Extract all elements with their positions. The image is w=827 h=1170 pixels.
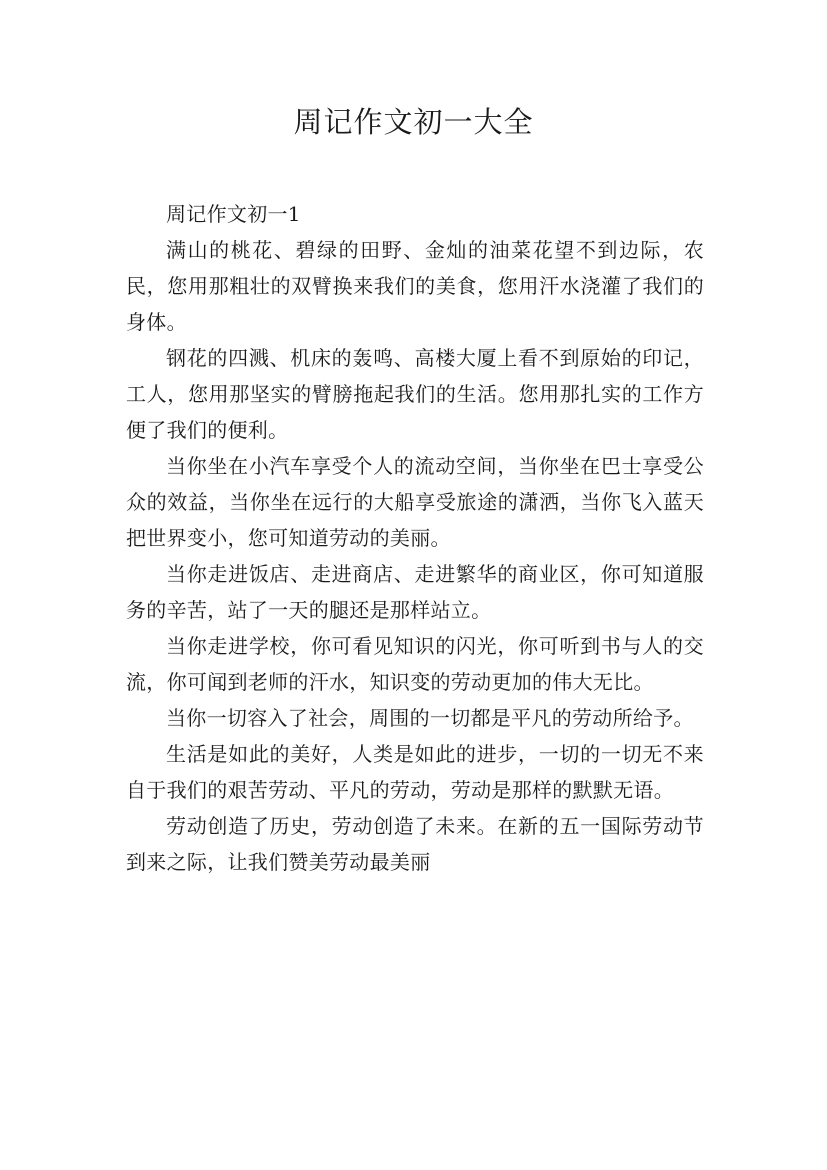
document-body	[126, 196, 704, 880]
paragraph: 钢花的四溅、机床的轰鸣、高楼大厦上看不到原始的印记，工人，您用那坚实的臂膀拖起我们的生活。您用那扎实的工作方便了我们的便利。	[126, 346, 704, 442]
paragraph: 当你坐在小汽车享受个人的流动空间，当你坐在巴士享受公众的效益，当你坐在远行的大船享受旅途的潇洒，当你飞入蓝天把世界变小，您可知道劳动的美丽。	[126, 454, 704, 550]
paragraph: 满山的桃花、碧绿的田野、金灿的油菜花望不到边际，农民，您用那粗壮的双臂换来我们的美食，您用汗水浇灌了我们的身体。	[126, 238, 704, 334]
paragraph: 生活是如此的美好，人类是如此的进步，一切的一切无不来自于我们的艰苦劳动、平凡的劳动，劳动是那样的默默无语。	[126, 742, 704, 802]
document-title: 周记作文初一大全	[293, 105, 534, 139]
paragraph: 劳动创造了历史，劳动创造了未来。在新的五一国际劳动节到来之际，让我们赞美劳动最美丽	[126, 814, 704, 874]
paragraph-subheading: 周记作文初一1	[166, 202, 301, 226]
paragraph: 当你走进学校，你可看见知识的闪光，你可听到书与人的交流，你可闻到老师的汗水，知识变的劳动更加的伟大无比。	[126, 634, 704, 694]
paragraph: 当你走进饭店、走进商店、走进繁华的商业区，你可知道服务的辛苦，站了一天的腿还是那样站立。	[126, 562, 704, 622]
paragraph: 当你一切容入了社会，周围的一切都是平凡的劳动所给予。	[166, 706, 694, 730]
